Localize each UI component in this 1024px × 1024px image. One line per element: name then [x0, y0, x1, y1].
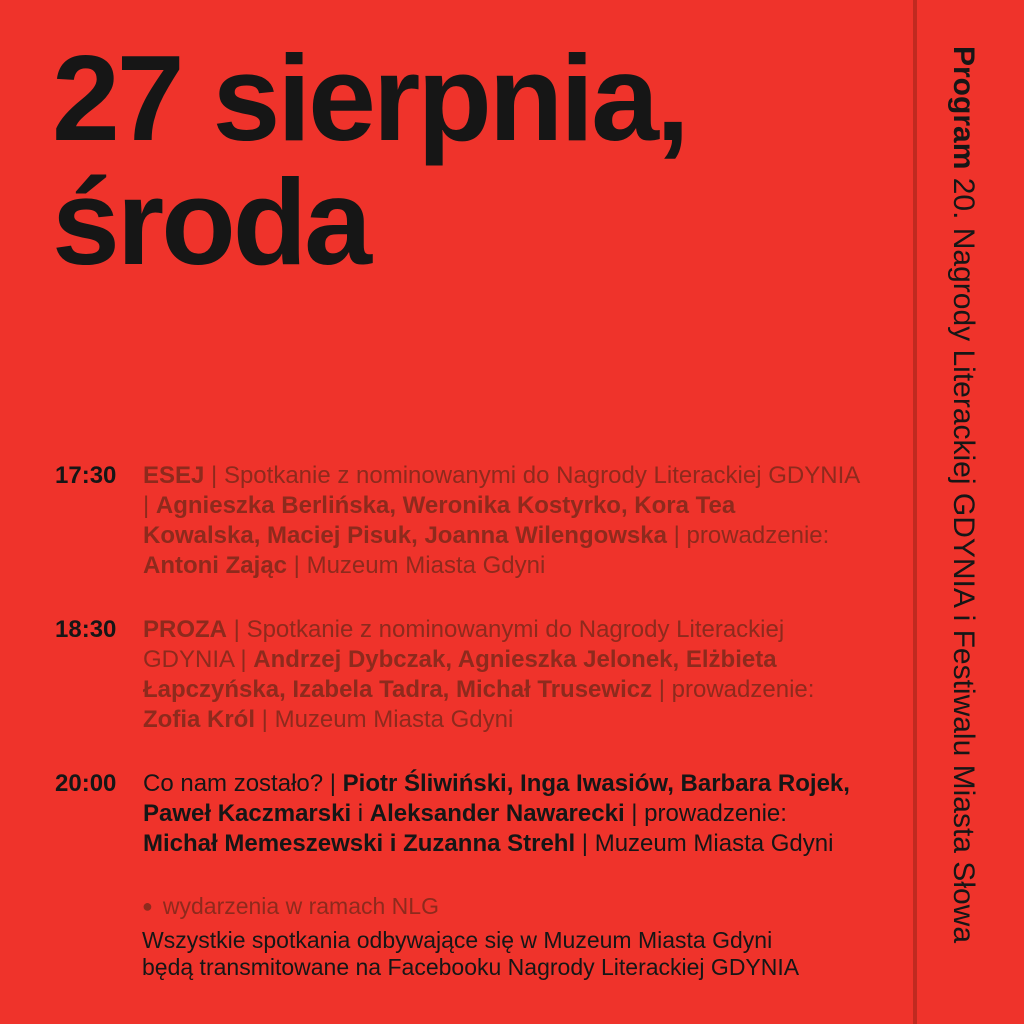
event-text-segment: | Muzeum Miasta Gdyni: [575, 830, 834, 857]
event-text-segment: | prowadzenie:: [652, 676, 815, 703]
schedule-list: [55, 461, 865, 893]
event-text-segment: ESEJ: [143, 462, 205, 489]
event-text-segment: | Spotkanie z nominowanymi do Nagrody Literackiej GDYNIA |: [143, 616, 785, 673]
event-text-segment: Zofia Król: [143, 706, 255, 733]
title-line-1: 27 sierpnia,: [52, 30, 687, 166]
entry-time: 17:30: [55, 462, 117, 489]
schedule-entry: [55, 461, 865, 581]
page-title: [52, 30, 687, 291]
event-text-segment: i: [351, 800, 370, 827]
schedule-entry: [55, 769, 865, 859]
sidebar-vertical-label: [947, 46, 980, 1006]
event-text-segment: Aleksander Nawarecki: [369, 800, 625, 827]
event-text-segment: | Spotkanie z nominowanymi do Nagrody Literackiej GDYNIA |: [143, 462, 859, 519]
schedule-entry: [55, 615, 865, 735]
event-text-segment: Andrzej Dybczak, Agnieszka Jelonek, Elżbieta Łapczyńska, Izabela Tadra, Michał Trusewicz: [143, 646, 777, 703]
program-label-bold: Program: [947, 46, 980, 170]
nlg-bullet-icon: ●: [142, 896, 153, 916]
sidebar-divider: [913, 0, 917, 1024]
event-text-segment: | prowadzenie:: [624, 800, 787, 827]
event-text-segment: | Muzeum Miasta Gdyni: [255, 706, 514, 733]
event-text-segment: Piotr Śliwiński, Inga Iwasiów, Barbara Rojek, Paweł Kaczmarski: [143, 770, 850, 827]
entry-text: [143, 615, 859, 735]
broadcast-note: [142, 927, 799, 981]
program-label-rest: 20. Nagrody Literackiej GDYNIA i Festiwalu Miasta Słowa: [947, 169, 980, 944]
event-text-segment: Co nam zostało? |: [143, 770, 343, 797]
event-text-segment: Antoni Zając: [143, 552, 288, 579]
entry-text: [143, 461, 859, 581]
broadcast-note-line: będą transmitowane na Facebooku Nagrody Literackiej GDYNIA: [142, 954, 800, 980]
event-text-segment: Michał Memeszewski i Zuzanna Strehl: [143, 830, 576, 857]
event-text-segment: | prowadzenie:: [666, 522, 830, 549]
entry-time: 20:00: [55, 770, 117, 797]
event-text-segment: Agnieszka Berlińska, Weronika Kostyrko, Kora Tea Kowalska, Maciej Pisuk, Joanna Wilengowska: [143, 492, 736, 549]
title-line-2: środa: [52, 154, 369, 291]
entry-text: [143, 769, 859, 859]
nlg-legend-label: wydarzenia w ramach NLG: [162, 893, 439, 919]
nlg-legend: [142, 893, 439, 920]
event-text-segment: PROZA: [143, 616, 227, 643]
broadcast-note-line: Wszystkie spotkania odbywające się w Muzeum Miasta Gdyni: [142, 927, 773, 953]
event-text-segment: | Muzeum Miasta Gdyni: [287, 552, 546, 579]
entry-time: 18:30: [55, 616, 117, 643]
